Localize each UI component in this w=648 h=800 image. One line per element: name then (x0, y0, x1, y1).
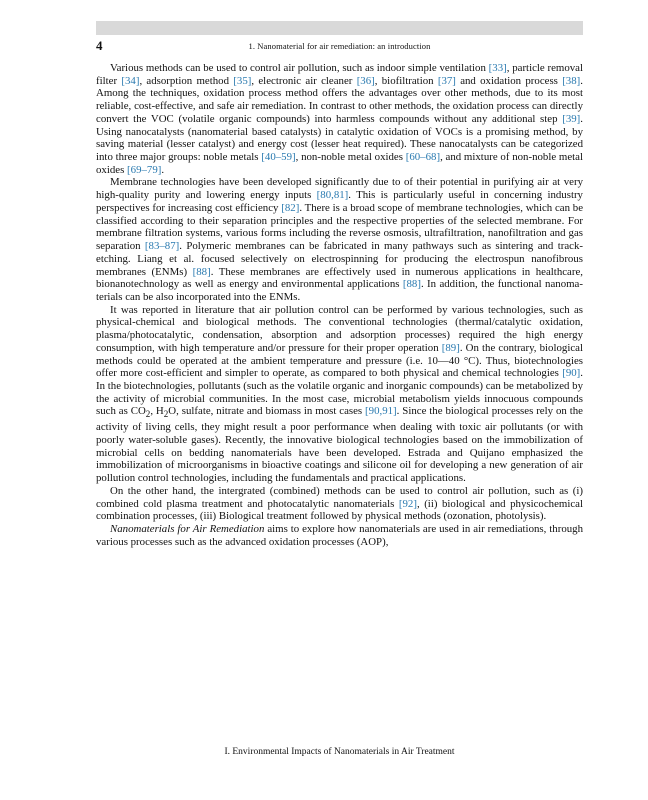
paragraph (96, 523, 583, 548)
subscript: 2 (145, 409, 151, 420)
body-text (96, 62, 583, 548)
text-run: . Among the techniques, oxidation process method offers the advantages over other methods, due to its most reliable, cost-effective, and safe air remediation. In contrast to other methods, the oxidation process can directly convert the VOC (volatile organic compounds) into harmless compounds without any additional step (96, 74, 583, 125)
citation-link[interactable]: [36] (356, 74, 375, 87)
text-run: . (161, 163, 165, 176)
text-run: . These membranes are effectively used in numerous applications in healthcare, bionanotechnology as well as energy and environmental applications (96, 265, 584, 291)
text-run: . This is particularly useful in concerning industry perspectives for increasing cost efficiency (96, 189, 583, 214)
text-run: On the other hand, the intergrated (combined) methods can be used to control air pollution, such as (i) combined cold plasma treatment and photocatalytic nanomaterials (96, 484, 583, 510)
citation-link[interactable]: [82] (281, 201, 300, 214)
page-footer: I. Environmental Impacts of Nanomaterials in Air Treatment (224, 747, 455, 757)
paragraph (96, 62, 583, 176)
citation-link[interactable]: [39] (562, 112, 581, 125)
running-head: 1. Nanomaterial for air remediation: an introduction (248, 41, 431, 51)
citation-link[interactable]: [37] (437, 74, 456, 87)
citation-link[interactable]: [33] (488, 62, 507, 74)
text-run: Membrane technologies have been developed significantly due to of their potential in purifying air at very high-quality purity and lowering energy inputs (96, 176, 583, 202)
text-run: , particle removal filter (96, 62, 584, 87)
citation-link[interactable]: [88] (402, 278, 421, 291)
subscript: 2 (163, 409, 169, 420)
citation-link[interactable]: [90,91] (365, 405, 397, 418)
book-title: Nanomaterials for Air Remediation (110, 523, 265, 536)
text-run: , (ii) biological and physicochemical combination processes, (iii) Biological treatment followed by physical methods (ozonation, photolysis). (96, 497, 583, 523)
header-rule-bar (96, 21, 583, 35)
text-run: Various methods can be used to control air pollution, such as indoor simple ventilation (110, 62, 489, 74)
citation-link[interactable]: [35] (233, 74, 252, 87)
text-run: . In addition, the functional nanomaterials can be also incorporated into the ENMs. (96, 278, 583, 303)
text-run: , H (150, 405, 164, 418)
text-run: , electronic air cleaner (251, 74, 357, 87)
page-number: 4 (96, 38, 103, 53)
citation-link[interactable]: [92] (398, 497, 417, 510)
citation-link[interactable]: [34] (121, 74, 140, 87)
citation-link[interactable]: [90] (562, 367, 581, 380)
text-run: . In the biotechnologies, pollutants (such as the volatile organic and inorganic compounds) can be metabolized by the activity of microbial communities. In the most case, microbial metabolism yields innocuous compounds such as CO (96, 367, 583, 418)
text-run: . On the contrary, biological methods could be operated at the ambient temperature and pressure (i.e. 10—40 °C). Thus, biotechnologies offer more cost-efficient and simpler to operate, as compared to both physical and chemical technologies (96, 341, 583, 380)
text-run: . Polymeric membranes can be fabricated in many pathways such as sintering and track-etching. Liang et al. focused selectively on electrospinning for producing the electrospun nanofibrous membranes (ENMs) (96, 240, 583, 278)
text-run: aims to explore how nanomaterials are used in air remediations, through various processes such as the advanced oxidation processes (AOP), (96, 523, 584, 548)
text-run: , non-noble metal oxides (295, 151, 406, 164)
paragraph (96, 304, 583, 485)
citation-link[interactable]: [69–79] (127, 163, 162, 176)
citation-link[interactable]: [83–87] (144, 240, 180, 253)
text-run: O, sulfate, nitrate and biomass in most cases (168, 405, 366, 418)
citation-link[interactable]: [60–68] (405, 151, 441, 164)
paragraph (96, 485, 583, 523)
text-run: . Since the biological processes rely on the activity of living cells, they might result a poor performance when dealing with toxic air pollutants (or with poorly water-soluble gases). Recently, the innovative biological technologies based on the immobilization of microbial cells on bedding nanomaterials have been developed. Estrada and Quijano emphasized the immobilization of microorganisms in bioactive coatings and silicone oil for developing a new generation of air pollution control technologies, including the fundamentals and practical applications. (96, 405, 583, 485)
text-run: . Using nanocatalysts (nanomaterial based catalysts) in catalytic oxidation of VOCs is a promising method, by saving material (lesser catalyst) and energy cost (lesser heat required). These nanocatalysts can be categorized into three major groups: noble metals (96, 112, 583, 164)
text-run: . There is a broad scope of membrane technologies, which can be classified according to their separation principles and the respective properties of the selected membrane. For membrane filtration systems, various forms including the reverse osmosis, ultrafiltration, nanofiltration and gas separation (96, 201, 584, 253)
citation-link[interactable]: [88] (192, 265, 211, 278)
text-run: It was reported in literature that air pollution control can be performed by various technologies, such as physical-chemical and biological methods. The conventional technologies (thermal/catalytic oxidation, plasma/photocatalytic, condensation, absorption and adsorption processes) required the high energy consumption, with high temperature and/or pressure for their proper operation (96, 303, 583, 354)
citation-link[interactable]: [38] (562, 74, 581, 87)
paragraph (96, 176, 583, 303)
page-header (96, 38, 583, 52)
text-run: , and mixture of non-noble metal oxides (96, 151, 584, 176)
text-run: and oxidation process (455, 74, 563, 87)
citation-link[interactable]: [89] (441, 341, 460, 354)
citation-link[interactable]: [80,81] (316, 189, 349, 202)
text-run: , biofiltration (374, 74, 438, 87)
text-run: , adsorption method (139, 74, 234, 87)
citation-link[interactable]: [40–59] (261, 151, 296, 164)
